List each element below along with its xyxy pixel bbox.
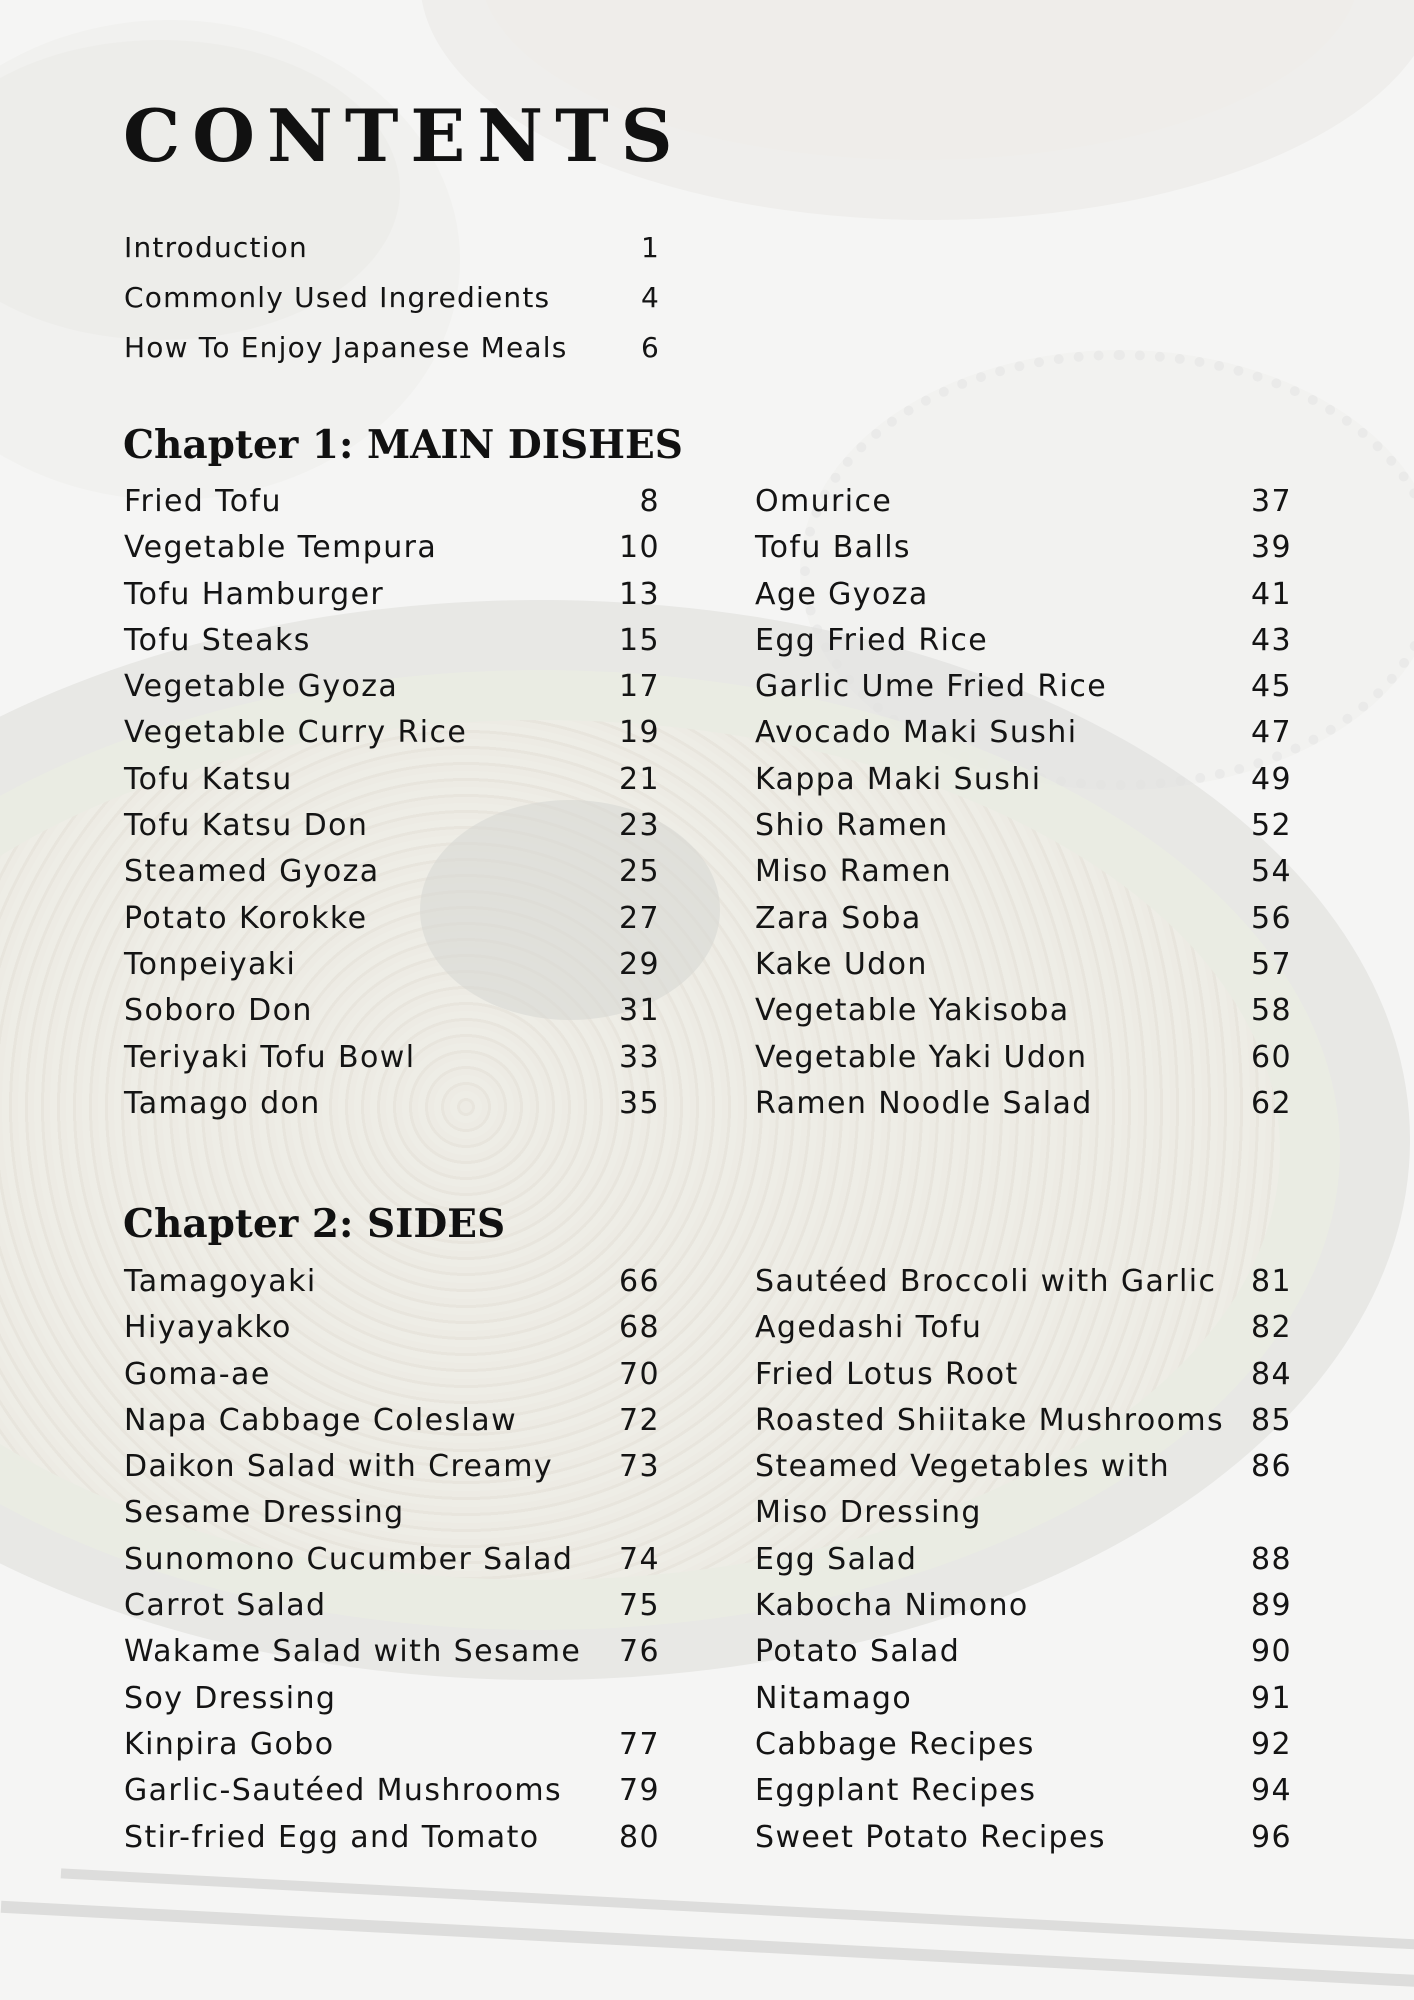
toc-entry-page: 33 (619, 1039, 660, 1075)
toc-entry-page: 74 (619, 1541, 660, 1577)
toc-entry-label: Egg Salad (755, 1541, 918, 1577)
toc-entry[interactable] (124, 1537, 660, 1583)
toc-entry-label: Vegetable Curry Rice (124, 715, 468, 751)
toc-entry[interactable] (124, 849, 660, 895)
toc-entry-label: Fried Lotus Root (755, 1356, 1019, 1392)
toc-entry-page: 76 (619, 1634, 660, 1670)
toc-entry-label: Sweet Potato Recipes (755, 1819, 1106, 1855)
toc-entry-label: Miso Dressing (755, 1495, 982, 1531)
toc-entry-page: 10 (619, 530, 660, 566)
toc-entry-label: Tamago don (124, 1085, 321, 1121)
toc-entry-label: Potato Korokke (124, 900, 368, 936)
toc-entry[interactable] (124, 1815, 660, 1861)
toc-entry-page: 8 (639, 484, 660, 519)
toc-entry-label: Stir-fried Egg and Tomato (124, 1819, 540, 1855)
toc-entry-page: 47 (1251, 715, 1292, 751)
toc-entry-page: 73 (619, 1449, 660, 1485)
toc-entry[interactable] (124, 988, 660, 1034)
toc-entry[interactable] (755, 1537, 1292, 1583)
toc-entry-label: Soy Dressing (124, 1680, 337, 1716)
toc-entry[interactable] (755, 1352, 1292, 1398)
toc-entry-label: Soboro Don (124, 993, 313, 1029)
toc-entry-label: Tofu Katsu Don (124, 808, 369, 844)
chapter-2-right-column (755, 1259, 1292, 1861)
toc-entry[interactable] (755, 572, 1292, 618)
toc-entry-page: 96 (1251, 1819, 1292, 1855)
toc-entry-label: Vegetable Yaki Udon (755, 1039, 1088, 1075)
toc-entry-page: 75 (619, 1588, 660, 1624)
toc-entry-page: 62 (1251, 1085, 1292, 1121)
toc-entry-page: 89 (1251, 1588, 1292, 1624)
chapter-1-right-column (755, 479, 1292, 1127)
toc-entry-page: 19 (619, 715, 660, 751)
toc-entry[interactable] (755, 1398, 1292, 1444)
chapter-2-left-column (124, 1259, 660, 1861)
toc-entry-page: 35 (619, 1085, 660, 1121)
toc-entry[interactable] (755, 1676, 1292, 1722)
toc-entry[interactable] (124, 1352, 660, 1398)
toc-entry-label: Tonpeiyaki (124, 946, 297, 982)
toc-entry[interactable] (755, 479, 1292, 525)
toc-entry-page: 31 (619, 993, 660, 1029)
toc-entry-page: 43 (1251, 622, 1292, 658)
toc-entry-page: 77 (619, 1726, 660, 1762)
toc-entry[interactable] (124, 757, 660, 803)
toc-entry[interactable] (124, 1398, 660, 1444)
toc-entry-label: Zara Soba (755, 900, 922, 936)
toc-entry-label: Sesame Dressing (124, 1495, 405, 1531)
toc-entry[interactable] (755, 1583, 1292, 1629)
page-title: CONTENTS (123, 93, 685, 178)
toc-entry-label: Daikon Salad with Creamy (124, 1449, 553, 1485)
toc-entry-label: Potato Salad (755, 1634, 961, 1670)
toc-entry[interactable] (124, 664, 660, 710)
toc-entry[interactable] (755, 618, 1292, 664)
toc-entry[interactable] (124, 1490, 660, 1536)
toc-entry-page: 80 (619, 1819, 660, 1855)
toc-entry-label: Sunomono Cucumber Salad (124, 1541, 574, 1577)
toc-entry[interactable] (124, 942, 660, 988)
toc-entry[interactable] (755, 525, 1292, 571)
toc-entry-label: Age Gyoza (755, 576, 929, 612)
toc-entry[interactable] (755, 1259, 1292, 1305)
toc-entry[interactable] (124, 1035, 660, 1081)
toc-entry-label: Sautéed Broccoli with Garlic (755, 1264, 1217, 1299)
toc-entry[interactable] (124, 803, 660, 849)
toc-entry-page: 60 (1251, 1039, 1292, 1075)
toc-entry-page: 70 (619, 1356, 660, 1392)
toc-entry-label: Egg Fried Rice (755, 622, 989, 658)
toc-entry[interactable] (755, 757, 1292, 803)
toc-entry[interactable] (124, 710, 660, 756)
intro-list (124, 228, 660, 378)
toc-entry-page: 52 (1251, 808, 1292, 844)
toc-entry-page: 37 (1251, 484, 1292, 519)
toc-entry-page: 85 (1251, 1402, 1292, 1438)
toc-entry[interactable] (124, 1259, 660, 1305)
toc-entry-label: Agedashi Tofu (755, 1310, 983, 1346)
toc-entry-label: Garlic-Sautéed Mushrooms (124, 1773, 563, 1809)
toc-entry-page: 90 (1251, 1634, 1292, 1670)
toc-entry-page: 27 (619, 900, 660, 936)
toc-entry-page: 68 (619, 1310, 660, 1346)
toc-entry-page: 39 (1251, 530, 1292, 566)
toc-entry[interactable] (755, 803, 1292, 849)
toc-entry-label: Roasted Shiitake Mushrooms (755, 1402, 1225, 1438)
toc-entry-page: 82 (1251, 1310, 1292, 1346)
toc-entry-label: Avocado Maki Sushi (755, 715, 1078, 751)
toc-entry-label: Steamed Gyoza (124, 854, 380, 890)
toc-entry-label: Tofu Balls (755, 530, 911, 566)
toc-entry[interactable] (755, 1035, 1292, 1081)
toc-entry-label: Miso Ramen (755, 854, 953, 890)
toc-entry[interactable] (755, 1490, 1292, 1536)
toc-entry[interactable] (755, 849, 1292, 895)
toc-entry-page: 4 (640, 281, 660, 314)
toc-entry-label: Kappa Maki Sushi (755, 761, 1042, 797)
toc-entry[interactable] (124, 1081, 660, 1127)
toc-entry[interactable] (755, 988, 1292, 1034)
toc-entry[interactable] (124, 525, 660, 571)
toc-entry-label: Introduction (124, 231, 308, 264)
toc-entry-label: Garlic Ume Fried Rice (755, 669, 1108, 705)
toc-entry-page: 79 (619, 1773, 660, 1809)
toc-entry-page: 92 (1251, 1726, 1292, 1762)
toc-entry-label: Tofu Hamburger (124, 576, 385, 612)
toc-entry[interactable] (124, 1583, 660, 1629)
toc-entry-page: 23 (619, 808, 660, 844)
toc-entry-page: 15 (619, 622, 660, 658)
toc-entry[interactable] (755, 710, 1292, 756)
toc-entry-label: Napa Cabbage Coleslaw (124, 1402, 518, 1438)
toc-entry[interactable] (755, 1081, 1292, 1127)
toc-entry-page: 58 (1251, 993, 1292, 1029)
toc-entry-label: Nitamago (755, 1680, 913, 1716)
toc-entry[interactable] (755, 1768, 1292, 1814)
toc-entry-introduction[interactable] (124, 228, 660, 278)
toc-entry-page: 91 (1251, 1680, 1292, 1716)
toc-entry[interactable] (755, 1629, 1292, 1675)
toc-entry-how-to-enjoy[interactable] (124, 328, 660, 378)
toc-entry-page: 84 (1251, 1356, 1292, 1392)
toc-entry-label: Vegetable Gyoza (124, 669, 399, 705)
toc-entry-page: 57 (1251, 946, 1292, 982)
toc-entry-label: Goma-ae (124, 1356, 271, 1392)
toc-entry[interactable] (124, 1722, 660, 1768)
toc-entry-page: 45 (1251, 669, 1292, 705)
toc-entry-page: 56 (1251, 900, 1292, 936)
toc-entry-label: Eggplant Recipes (755, 1773, 1037, 1809)
toc-entry-page: 86 (1251, 1449, 1292, 1485)
toc-entry[interactable] (124, 479, 660, 525)
toc-entry[interactable] (755, 942, 1292, 988)
toc-entry-label: Teriyaki Tofu Bowl (124, 1039, 416, 1075)
toc-entry-label: Wakame Salad with Sesame (124, 1634, 582, 1670)
toc-entry[interactable] (124, 1629, 660, 1675)
toc-entry-label: Commonly Used Ingredients (124, 281, 551, 314)
toc-entry-label: Carrot Salad (124, 1588, 327, 1624)
chapter-1-left-column (124, 479, 660, 1127)
toc-entry[interactable] (755, 1815, 1292, 1861)
toc-entry-label: Hiyayakko (124, 1310, 292, 1346)
toc-entry[interactable] (124, 1444, 660, 1490)
toc-entry-page: 21 (619, 761, 660, 797)
toc-entry[interactable] (124, 1305, 660, 1351)
toc-entry-label: Tamagoyaki (124, 1264, 317, 1299)
toc-entry-label: Cabbage Recipes (755, 1726, 1035, 1762)
toc-entry-page: 25 (619, 854, 660, 890)
toc-entry[interactable] (755, 1305, 1292, 1351)
toc-entry-label: Kabocha Nimono (755, 1588, 1029, 1624)
toc-entry-page: 13 (619, 576, 660, 612)
toc-entry[interactable] (124, 1676, 660, 1722)
toc-entry-page: 88 (1251, 1541, 1292, 1577)
toc-entry-label: Fried Tofu (124, 484, 282, 519)
toc-entry-label: How To Enjoy Japanese Meals (124, 331, 568, 364)
toc-entry-page: 49 (1251, 761, 1292, 797)
toc-entry[interactable] (124, 572, 660, 618)
toc-entry-label: Vegetable Yakisoba (755, 993, 1070, 1029)
toc-entry-page: 29 (619, 946, 660, 982)
toc-entry-page: 1 (640, 231, 660, 264)
toc-entry-page: 6 (640, 331, 660, 364)
chapter-1-heading: Chapter 1: MAIN DISHES (123, 422, 683, 468)
toc-entry[interactable] (124, 1768, 660, 1814)
toc-entry-page: 72 (619, 1402, 660, 1438)
toc-entry[interactable] (755, 664, 1292, 710)
toc-entry[interactable] (755, 1444, 1292, 1490)
toc-entry-label: Ramen Noodle Salad (755, 1085, 1093, 1121)
toc-entry-label: Vegetable Tempura (124, 530, 438, 566)
toc-entry[interactable] (124, 618, 660, 664)
toc-entry[interactable] (755, 1722, 1292, 1768)
toc-entry-label: Shio Ramen (755, 808, 949, 844)
toc-entry-label: Tofu Katsu (124, 761, 293, 797)
toc-entry-page: 66 (619, 1264, 660, 1299)
toc-entry-label: Tofu Steaks (124, 622, 311, 658)
toc-entry-label: Steamed Vegetables with (755, 1449, 1171, 1485)
toc-entry-label: Kake Udon (755, 946, 928, 982)
toc-entry-page: 94 (1251, 1773, 1292, 1809)
toc-entry[interactable] (124, 896, 660, 942)
toc-entry-label: Omurice (755, 484, 893, 519)
toc-entry-page: 54 (1251, 854, 1292, 890)
toc-entry-page: 17 (619, 669, 660, 705)
toc-entry-page: 81 (1251, 1264, 1292, 1299)
chapter-2-heading: Chapter 2: SIDES (123, 1201, 506, 1247)
toc-entry-ingredients[interactable] (124, 278, 660, 328)
toc-entry-page: 41 (1251, 576, 1292, 612)
toc-entry-label: Kinpira Gobo (124, 1726, 335, 1762)
toc-entry[interactable] (755, 896, 1292, 942)
